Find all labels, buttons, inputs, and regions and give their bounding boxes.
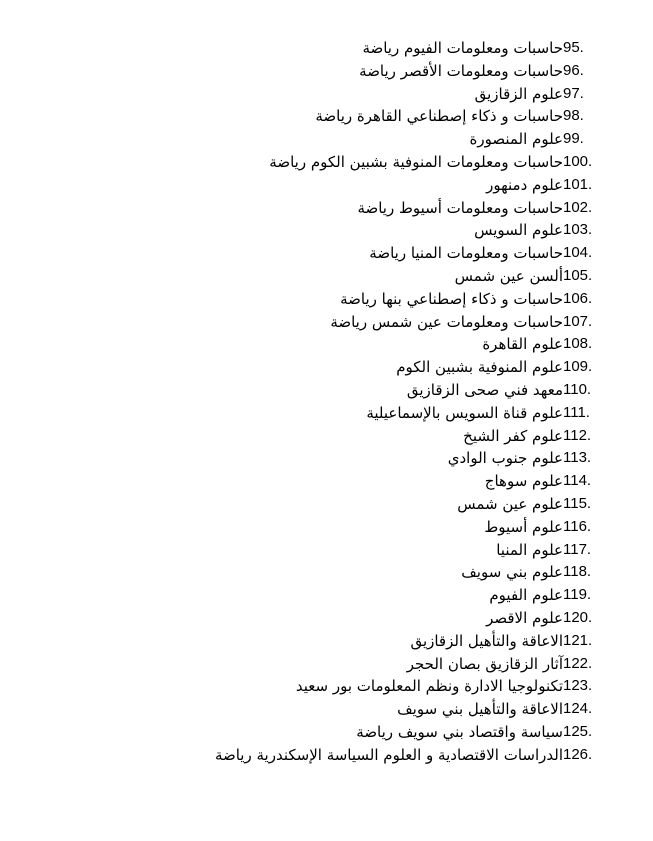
list-item bbox=[61, 653, 621, 676]
list-item bbox=[61, 288, 621, 311]
list-item bbox=[61, 60, 621, 83]
list-item-number: 119. bbox=[563, 586, 592, 604]
list-item bbox=[61, 265, 621, 288]
list-item-label: علوم المنيا bbox=[496, 540, 563, 559]
list-item bbox=[61, 311, 621, 334]
list-item-number: 109. bbox=[563, 358, 593, 376]
list-item-number: 97. bbox=[563, 84, 584, 102]
list-item-number: 99. bbox=[563, 130, 584, 148]
list-item-number: 95. bbox=[563, 39, 584, 56]
list-item bbox=[61, 379, 621, 402]
list-item-number: 102. bbox=[563, 198, 593, 216]
list-item-number: 116. bbox=[563, 517, 592, 535]
list-item-number: 96. bbox=[563, 61, 584, 79]
list-item bbox=[61, 630, 621, 653]
list-item-number: 106. bbox=[563, 289, 593, 307]
list-item bbox=[61, 333, 621, 356]
list-item-label: علوم جنوب الوادي bbox=[447, 449, 563, 468]
list-item-label: حاسبات ومعلومات المنوفية بشبين الكوم رياضة bbox=[269, 152, 563, 171]
list-item-number: 112. bbox=[563, 426, 592, 444]
list-item-label: علوم بني سويف bbox=[461, 563, 563, 582]
list-item bbox=[61, 744, 621, 767]
list-item-label: علوم دمنهور bbox=[486, 175, 563, 194]
list-item-number: 101. bbox=[563, 175, 593, 193]
list-item bbox=[61, 539, 621, 562]
list-item-number: 105. bbox=[563, 266, 593, 284]
list-item-label: تكنولوجيا الادارة ونظم المعلومات بور سعيد bbox=[295, 677, 563, 696]
list-item-number: 126. bbox=[563, 745, 593, 763]
list-item-number: 123. bbox=[563, 677, 593, 695]
list-item bbox=[61, 516, 621, 539]
faculty-list bbox=[61, 37, 621, 767]
list-item-label: الاعاقة والتأهيل الزقازيق bbox=[410, 631, 563, 650]
list-item bbox=[61, 470, 621, 493]
list-item-label: علوم الزقازيق bbox=[474, 84, 563, 103]
list-item bbox=[61, 721, 621, 744]
list-item-number: 104. bbox=[563, 244, 593, 262]
list-item-number: 107. bbox=[563, 312, 593, 330]
list-item bbox=[61, 698, 621, 721]
list-item bbox=[61, 447, 621, 470]
list-item-label: علوم أسيوط bbox=[484, 517, 563, 536]
list-item-label: علوم الفيوم bbox=[489, 586, 563, 605]
list-item-number: 108. bbox=[563, 335, 593, 353]
list-item bbox=[61, 37, 621, 60]
list-item-number: 120. bbox=[563, 608, 593, 626]
list-item bbox=[61, 561, 621, 584]
list-item-label: علوم المنوفية بشبين الكوم bbox=[396, 358, 563, 377]
list-item-number: 125. bbox=[563, 722, 593, 740]
list-item-number: 117. bbox=[563, 540, 592, 558]
list-item bbox=[61, 197, 621, 220]
list-item bbox=[61, 174, 621, 197]
list-item-label: علوم القاهرة bbox=[482, 335, 563, 354]
list-item-label: علوم قناة السويس بالإسماعيلية bbox=[366, 403, 563, 422]
list-item bbox=[61, 219, 621, 242]
list-item-number: 122. bbox=[563, 654, 593, 672]
list-item-number: 115. bbox=[563, 494, 592, 512]
list-item-number: 98. bbox=[563, 107, 584, 125]
list-item-label: حاسبات ومعلومات الأقصر رياضة bbox=[359, 61, 563, 80]
list-item-label: حاسبات ومعلومات أسيوط رياضة bbox=[357, 198, 563, 217]
list-item-number: 121. bbox=[563, 631, 593, 649]
list-item-label: حاسبات ومعلومات عين شمس رياضة bbox=[330, 312, 563, 331]
list-item bbox=[61, 584, 621, 607]
list-item-label: ألسن عين شمس bbox=[454, 266, 563, 285]
list-item bbox=[61, 402, 621, 425]
list-item-label: علوم سوهاج bbox=[484, 472, 563, 491]
list-item-label: الدراسات الاقتصادية و العلوم السياسة الإسكندرية رياضة bbox=[214, 745, 563, 764]
list-item-label: آثار الزقازيق بصان الحجر bbox=[406, 654, 563, 673]
list-item bbox=[61, 83, 621, 106]
list-item-number: 110. bbox=[563, 380, 592, 398]
list-item bbox=[61, 105, 621, 128]
list-item bbox=[61, 242, 621, 265]
list-item bbox=[61, 128, 621, 151]
list-item bbox=[61, 151, 621, 174]
list-item-number: 118. bbox=[563, 563, 592, 581]
list-item-label: علوم عين شمس bbox=[457, 494, 563, 513]
list-item-number: 113. bbox=[563, 449, 592, 467]
list-item-label: علوم المنصورة bbox=[469, 130, 563, 149]
list-item-label: علوم كفر الشيخ bbox=[463, 426, 563, 445]
list-item bbox=[61, 607, 621, 630]
list-item-label: سياسة واقتصاد بني سويف رياضة bbox=[356, 722, 563, 741]
list-item-label: علوم الاقصر bbox=[486, 608, 563, 627]
list-item-number: 103. bbox=[563, 221, 593, 239]
list-item-number: 124. bbox=[563, 700, 593, 718]
list-item-label: حاسبات و ذكاء إصطناعي القاهرة رياضة bbox=[315, 107, 563, 126]
list-item-number: 114. bbox=[563, 472, 592, 490]
list-item-label: معهد فني صحى الزقازيق bbox=[406, 380, 563, 399]
list-item-label: حاسبات و ذكاء إصطناعي بنها رياضة bbox=[340, 289, 563, 308]
list-item-label: حاسبات ومعلومات الفيوم رياضة bbox=[362, 39, 563, 57]
list-item bbox=[61, 356, 621, 379]
list-item-number: 111. bbox=[563, 403, 590, 421]
list-item bbox=[61, 675, 621, 698]
list-item-label: الاعاقة والتأهيل بني سويف bbox=[397, 700, 563, 719]
list-item-label: حاسبات ومعلومات المنيا رياضة bbox=[369, 244, 563, 263]
list-item-number: 100. bbox=[563, 152, 593, 170]
list-item bbox=[61, 425, 621, 448]
list-item-label: علوم السويس bbox=[474, 221, 563, 240]
list-item bbox=[61, 493, 621, 516]
